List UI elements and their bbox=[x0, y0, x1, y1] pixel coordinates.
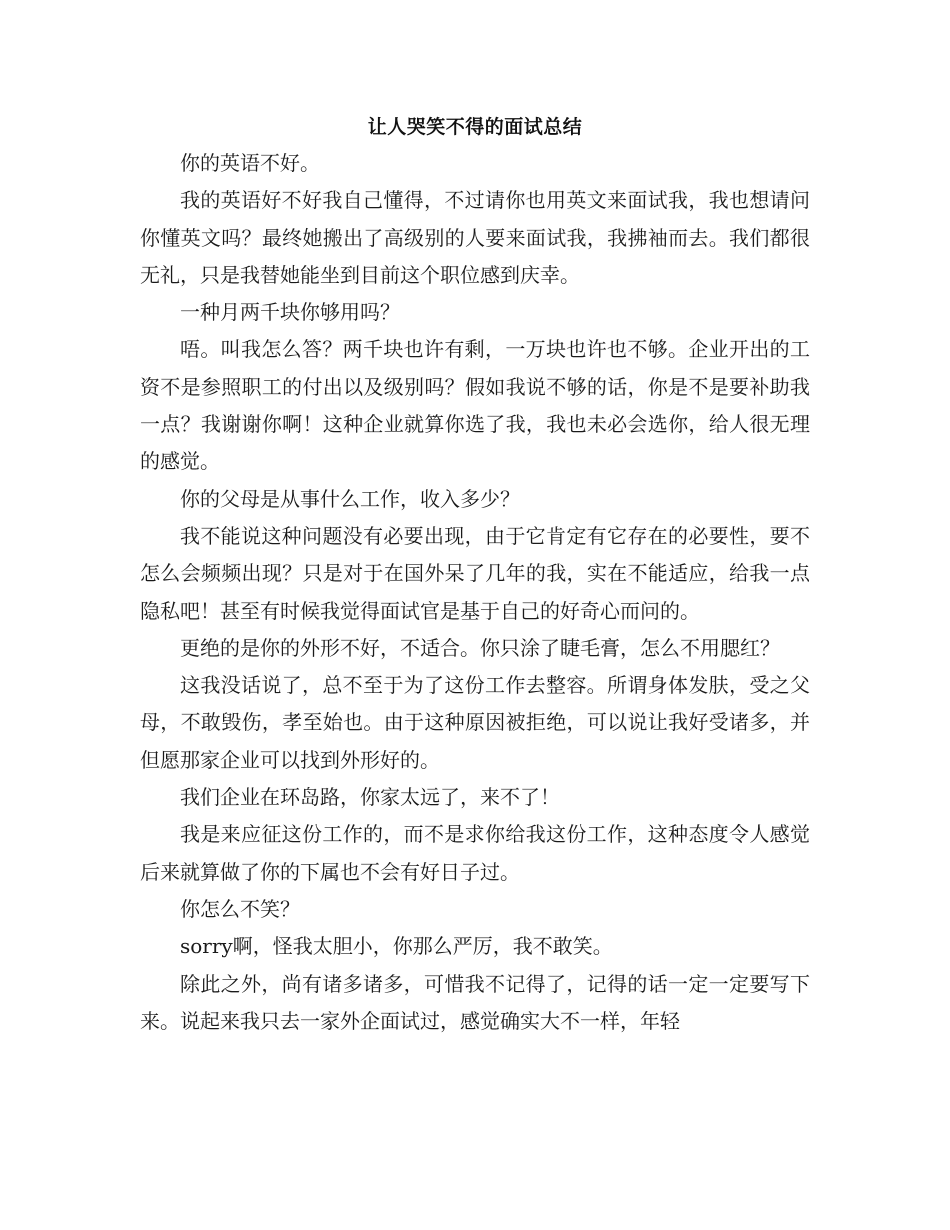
paragraph: 除此之外，尚有诸多诸多，可惜我不记得了，记得的话一定一定要写下来。说起来我只去一家外企面试过，感觉确实大不一样，年轻 bbox=[140, 971, 810, 1033]
document-body bbox=[140, 145, 810, 1040]
paragraph: 一种月两千块你够用吗？ bbox=[180, 300, 400, 325]
paragraph: 这我没话说了，总不至于为了这份工作去整容。所谓身体发肤，受之父母，不敢毁伤，孝至始也。由于这种原因被拒绝，可以说让我好受诸多，并但愿那家企业可以找到外形好的。 bbox=[140, 673, 810, 772]
paragraph: 我是来应征这份工作的，而不是求你给我这份工作，这种态度令人感觉后来就算做了你的下属也不会有好日子过。 bbox=[140, 822, 810, 884]
paragraph: 更绝的是你的外形不好，不适合。你只涂了睫毛膏，怎么不用腮红？ bbox=[180, 635, 780, 660]
paragraph: sorry啊，怪我太胆小，你那么严厉，我不敢笑。 bbox=[180, 934, 613, 959]
paragraph: 我的英语好不好我自己懂得，不过请你也用英文来面试我，我也想请问你懂英文吗？最终她搬出了高级别的人要来面试我，我拂袖而去。我们都很无礼，只是我替她能坐到目前这个职位感到庆幸。 bbox=[140, 188, 810, 287]
paragraph: 我们企业在环岛路，你家太远了，来不了！ bbox=[180, 785, 560, 810]
paragraph: 我不能说这种问题没有必要出现，由于它肯定有它存在的必要性，要不怎么会频频出现？只是对于在国外呆了几年的我，实在不能适应，给我一点隐私吧！甚至有时候我觉得面试官是基于自己的好奇心而问的。 bbox=[140, 523, 810, 623]
paragraph: 唔。叫我怎么答？两千块也许有剩，一万块也许也不够。企业开出的工资不是参照职工的付出以及级别吗？假如我说不够的话，你是不是要补助我一点？我谢谢你啊！这种企业就算你选了我，我也未必会选你，给人很无理的感觉。 bbox=[140, 337, 810, 474]
document-title: 让人哭笑不得的面试总结 bbox=[367, 116, 583, 138]
paragraph: 你怎么不笑？ bbox=[180, 896, 300, 921]
paragraph: 你的父母是从事什么工作，收入多少？ bbox=[180, 486, 520, 511]
paragraph: 你的英语不好。 bbox=[180, 151, 320, 175]
